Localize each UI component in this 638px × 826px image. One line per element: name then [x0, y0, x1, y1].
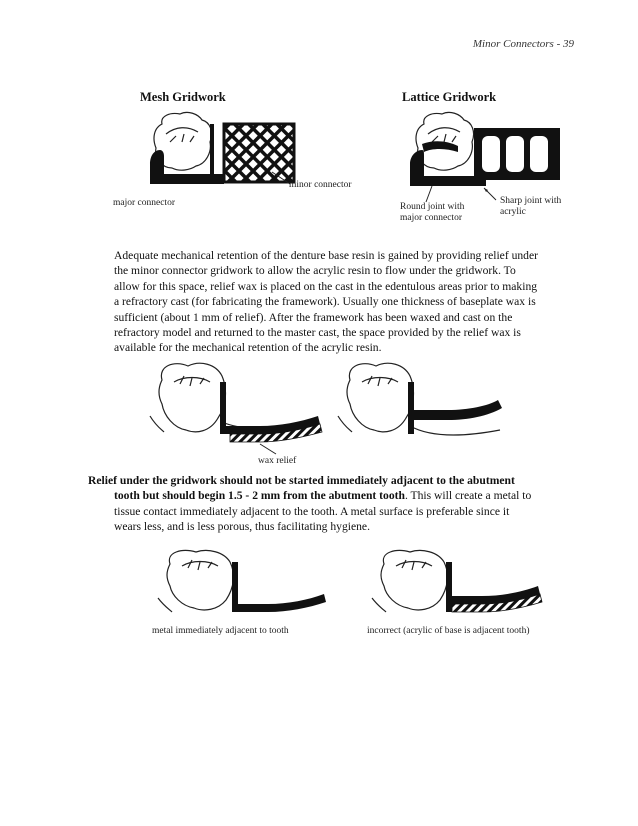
minor-connector-label: minor connector: [289, 180, 352, 190]
tooth-outline: [372, 550, 447, 612]
running-head: Minor Connectors - 39: [472, 38, 574, 50]
paragraph-relief-placement: Relief under the gridwork should not be started immediately adjacent to the abutment tooth but should begin 1.5 - 2 mm from the abutment tooth. This will create a metal to tissue contact immediately adjacent to the tooth. A metal surface is preferable since it wears less, and is less porous, thus facilitating hygiene.: [88, 474, 532, 534]
sharp-joint-label: Sharp joint with acrylic: [500, 196, 562, 217]
relief-removed-illustration: [338, 360, 513, 455]
metal-adjacent-illustration: [158, 548, 333, 618]
acrylic-adjacent-caption: incorrect (acrylic of base is adjacent tooth): [367, 626, 530, 636]
mesh-gridwork-title: Mesh Gridwork: [140, 90, 226, 104]
metal-adjacent-caption: metal immediately adjacent to tooth: [152, 626, 289, 636]
wax-relief-label: wax relief: [258, 456, 297, 466]
round-joint-label: Round joint with major connector: [400, 202, 465, 223]
major-connector-label: major connector: [113, 198, 175, 208]
acrylic-adjacent-illustration: [372, 548, 547, 618]
tooth-outline: [158, 550, 233, 612]
tooth-outline: [416, 112, 474, 170]
lattice-gridwork-title: Lattice Gridwork: [402, 90, 497, 104]
wax-relief-illustration: [150, 360, 325, 455]
lattice-gridwork-illustration: [402, 112, 572, 194]
tooth-outline: [338, 363, 500, 435]
minor-connector-pointer: [270, 170, 292, 186]
paragraph-relief-retention: Adequate mechanical retention of the denture base resin is gained by providing relief under the minor connector gridwork to allow the acrylic resin to flow under the gridwork. To allow for this space, relief wax is placed on the cast in the edentulous areas prior to making a refractory cast (for fabricating the framework). Usually one thickness of baseplate wax is sufficient (about 1 mm of relief). After the framework has been waxed and cast on the refractory model and returned to the master cast, the space provided by the relief wax is available for the mechanical retention of the acrylic resin.: [114, 249, 538, 355]
tooth-outline: [150, 363, 310, 432]
